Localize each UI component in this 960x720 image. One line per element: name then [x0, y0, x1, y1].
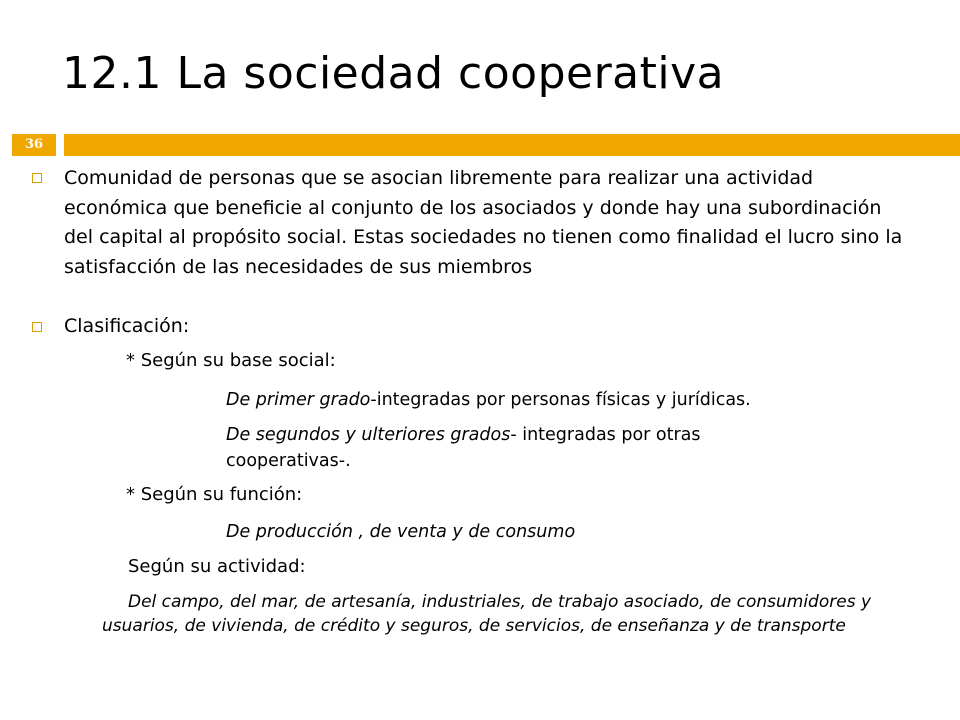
item-primer-grado-label: De primer grado [226, 390, 371, 410]
bullet-clasificacion: Clasificación: [64, 315, 190, 337]
item-funcion: De producción , de venta y de consumo [226, 522, 576, 542]
square-bullet-icon [32, 322, 42, 332]
heading-actividad: Según su actividad: [128, 556, 306, 577]
heading-funcion: * Según su función: [126, 484, 303, 505]
slide-number: 36 [12, 134, 56, 156]
slide-title: 12.1 La sociedad cooperativa [62, 48, 725, 99]
item-actividad: Del campo, del mar, de artesanía, industriales, de trabajo asociado, de consumidores y usuarios, de vivienda, de crédito y seguros, de servicios, de enseñanza y de transporte [102, 592, 872, 636]
bullet-definition: Comunidad de personas que se asocian libremente para realizar una actividad económica que beneficie al conjunto de los asociados y donde hay una subordinación del capital al propósito social. Estas sociedades no tienen como finalidad el lucro sino la satisfacción de las necesidades de sus miembros [64, 167, 903, 278]
item-segundos-grados-label: De segundos y ulteriores grados [226, 425, 511, 445]
item-segundos-grados-desc: - integradas por otras cooperativas-. [226, 425, 701, 471]
item-primer-grado-desc: -integradas por personas físicas y jurídicas. [370, 390, 751, 410]
heading-base-social: * Según su base social: [126, 350, 336, 371]
accent-bar [64, 134, 960, 156]
item-segundos-grados [226, 422, 826, 474]
square-bullet-icon [32, 173, 42, 183]
item-primer-grado [226, 386, 751, 415]
